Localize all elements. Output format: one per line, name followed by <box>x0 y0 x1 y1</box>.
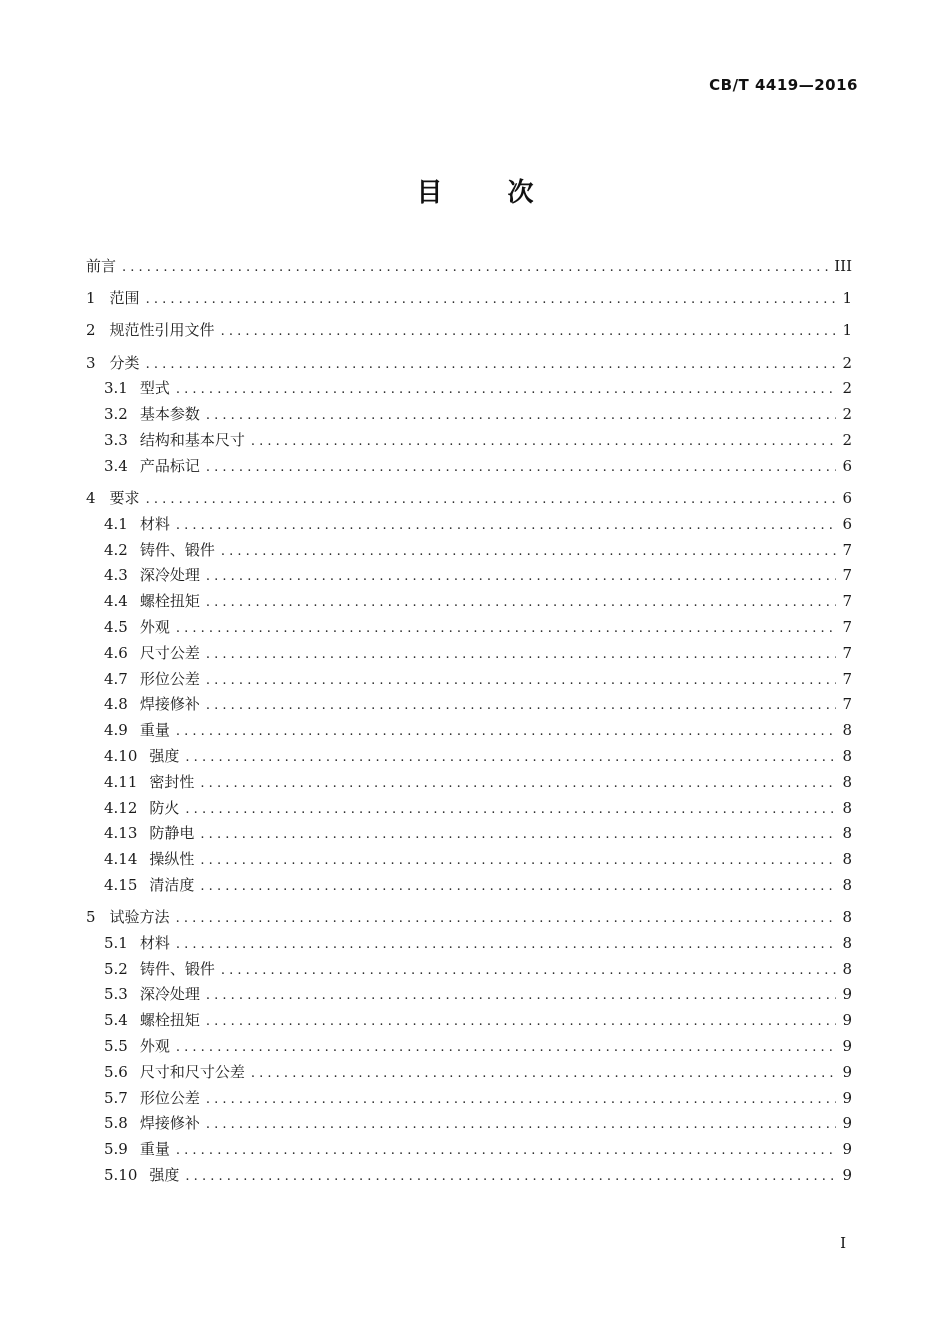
toc-entry-number: 5.3 <box>104 985 128 1004</box>
page-number: I <box>840 1234 846 1252</box>
toc-entry-number: 3.3 <box>104 430 128 449</box>
toc-entry-label: 深冷处理 <box>139 985 200 1004</box>
dot-leader <box>200 848 836 874</box>
toc-entry-page: 6 <box>842 514 852 533</box>
toc-entry-number: 3.4 <box>104 456 128 475</box>
toc-entry[interactable] <box>86 873 852 899</box>
toc-entry[interactable] <box>86 376 852 402</box>
toc-entry-page: 8 <box>842 721 852 740</box>
toc-entry-number: 4.6 <box>104 643 128 662</box>
toc-entry-number: 4.5 <box>104 617 128 636</box>
toc-entry-page: 9 <box>842 1166 852 1185</box>
toc-entry-number: 5.4 <box>104 1011 128 1030</box>
dot-leader <box>221 958 836 984</box>
dot-leader <box>206 668 836 694</box>
toc-entry-page: 8 <box>842 746 852 765</box>
toc-entry-page: 8 <box>842 933 852 952</box>
standard-code: CB/T 4419—2016 <box>709 76 858 94</box>
toc-entry-label: 外观 <box>139 617 170 636</box>
toc-entry-page: 8 <box>842 772 852 791</box>
toc-entry[interactable] <box>86 286 852 312</box>
toc-entry-label: 要求 <box>109 488 140 507</box>
toc-entry[interactable] <box>86 454 852 480</box>
dot-leader <box>206 1009 836 1035</box>
dot-leader <box>206 590 836 616</box>
toc-entry-number: 4 <box>86 488 96 507</box>
toc-entry-page: 7 <box>842 592 852 611</box>
toc-entry[interactable] <box>86 770 852 796</box>
toc-entry-page: 9 <box>842 1140 852 1159</box>
toc-entry-label: 形位公差 <box>139 1088 200 1107</box>
dot-leader <box>146 352 836 378</box>
toc-entry-label: 尺寸公差 <box>139 643 200 662</box>
toc-entry-number: 5.9 <box>104 1140 128 1159</box>
toc-entry-label: 材料 <box>139 933 170 952</box>
toc-entry-number: 4.13 <box>104 824 138 843</box>
toc-entry-page: 8 <box>842 908 852 927</box>
toc-entry-page: 6 <box>842 456 852 475</box>
toc-entry-label: 防静电 <box>149 824 195 843</box>
toc-entry-number: 3.1 <box>104 379 128 398</box>
dot-leader <box>221 539 836 565</box>
toc-entry[interactable] <box>86 847 852 873</box>
toc-entry-page: 9 <box>842 1114 852 1133</box>
dot-leader <box>176 1035 836 1061</box>
dot-leader <box>185 797 836 823</box>
toc-entry[interactable] <box>86 512 852 538</box>
toc-entry-label: 操纵性 <box>149 850 195 869</box>
toc-entry-number: 5.8 <box>104 1114 128 1133</box>
dot-leader <box>251 1061 836 1087</box>
dot-leader <box>176 616 836 642</box>
toc-entry-number: 5.2 <box>104 959 128 978</box>
dot-leader <box>185 1164 836 1190</box>
toc-entry-number: 5.10 <box>104 1166 138 1185</box>
toc-entry[interactable] <box>86 957 852 983</box>
toc-entry[interactable] <box>86 1034 852 1060</box>
toc-entry-page: 8 <box>842 798 852 817</box>
toc-entry-page: 2 <box>842 430 852 449</box>
toc-entry-number: 4.10 <box>104 746 138 765</box>
toc-entry-page: 8 <box>842 959 852 978</box>
toc-entry[interactable] <box>86 589 852 615</box>
toc-entry-number: 5.6 <box>104 1062 128 1081</box>
dot-leader <box>176 1138 836 1164</box>
toc-entry[interactable] <box>86 692 852 718</box>
toc-entry[interactable] <box>86 641 852 667</box>
toc-entry-number: 5.5 <box>104 1037 128 1056</box>
toc-entry-number: 4.14 <box>104 850 138 869</box>
toc-entry-page: 9 <box>842 1011 852 1030</box>
dot-leader <box>206 693 836 719</box>
toc-entry-number: 5.1 <box>104 933 128 952</box>
toc-entry-label: 范围 <box>109 289 140 308</box>
dot-leader <box>206 1112 836 1138</box>
toc-entry-label: 防火 <box>149 798 180 817</box>
toc-entry-label: 密封性 <box>149 772 195 791</box>
toc-entry-number: 3.2 <box>104 405 128 424</box>
toc-entry-number: 4.9 <box>104 721 128 740</box>
toc-entry[interactable] <box>86 615 852 641</box>
toc-entry-label: 型式 <box>139 379 170 398</box>
toc-entry-label: 外观 <box>139 1037 170 1056</box>
toc-entry-page: 8 <box>842 850 852 869</box>
toc-entry-label: 铸件、锻件 <box>139 959 215 978</box>
toc-entry-label: 结构和基本尺寸 <box>139 430 245 449</box>
toc-entry-number: 4.8 <box>104 695 128 714</box>
dot-leader <box>122 255 828 281</box>
dot-leader <box>221 319 836 345</box>
toc-entry-label: 强度 <box>149 1166 180 1185</box>
toc-entry-label: 清洁度 <box>149 875 195 894</box>
dot-leader <box>176 377 836 403</box>
toc-entry-number: 2 <box>86 321 96 340</box>
toc-entry[interactable] <box>86 718 852 744</box>
page-title: 目 次 <box>416 178 562 208</box>
toc-entry[interactable] <box>86 821 852 847</box>
toc-entry[interactable] <box>86 982 852 1008</box>
toc-entry[interactable] <box>86 538 852 564</box>
toc-entry[interactable] <box>86 563 852 589</box>
toc-entry[interactable] <box>86 351 852 377</box>
toc-entry-number: 1 <box>86 289 96 308</box>
toc-entry-label: 规范性引用文件 <box>109 321 215 340</box>
dot-leader <box>206 983 836 1009</box>
toc-entry-label: 形位公差 <box>139 669 200 688</box>
toc-entry-label: 试验方法 <box>109 908 170 927</box>
toc-entry-label: 铸件、锻件 <box>139 540 215 559</box>
dot-leader <box>146 287 836 313</box>
toc-entry[interactable] <box>86 1060 852 1086</box>
dot-leader <box>176 719 836 745</box>
toc-entry-label: 前言 <box>86 257 117 275</box>
toc-entry[interactable] <box>86 1163 852 1189</box>
toc-entry-page: 7 <box>842 566 852 585</box>
toc-entry[interactable] <box>86 1086 852 1112</box>
toc-entry-label: 基本参数 <box>139 405 200 424</box>
toc-entry-label: 重量 <box>139 721 170 740</box>
toc-entry-page: 1 <box>842 289 852 308</box>
toc-entry-number: 5 <box>86 908 96 927</box>
dot-leader <box>176 906 836 932</box>
dot-leader <box>251 429 836 455</box>
dot-leader <box>200 874 836 900</box>
toc-entry-label: 分类 <box>109 353 140 372</box>
toc-entry-page: 9 <box>842 985 852 1004</box>
dot-leader <box>206 403 836 429</box>
toc-entry-page: 9 <box>842 1088 852 1107</box>
toc-entry-page: 7 <box>842 617 852 636</box>
toc-entry-number: 4.7 <box>104 669 128 688</box>
toc-entry-label: 材料 <box>139 514 170 533</box>
toc-entry[interactable] <box>86 796 852 822</box>
toc-entry-number: 4.15 <box>104 875 138 894</box>
toc-entry[interactable] <box>86 931 852 957</box>
toc-entry[interactable] <box>86 667 852 693</box>
toc-entry-label: 尺寸和尺寸公差 <box>139 1062 245 1081</box>
toc-entry-page: 9 <box>842 1062 852 1081</box>
dot-leader <box>146 487 836 513</box>
toc-entry[interactable] <box>86 428 852 454</box>
toc-entry-label: 螺栓扭矩 <box>139 592 200 611</box>
toc-entry-label: 焊接修补 <box>139 695 200 714</box>
toc-entry[interactable] <box>86 486 852 512</box>
toc-entry[interactable] <box>86 318 852 344</box>
toc-entry-page: III <box>834 257 852 275</box>
dot-leader <box>200 771 836 797</box>
toc-entry-number: 5.7 <box>104 1088 128 1107</box>
dot-leader <box>206 564 836 590</box>
toc-entry[interactable] <box>86 744 852 770</box>
toc-entry[interactable] <box>86 254 852 280</box>
toc-entry-page: 2 <box>842 353 852 372</box>
toc-entry-number: 4.11 <box>104 772 138 791</box>
table-of-contents <box>86 254 852 1189</box>
toc-entry-number: 4.4 <box>104 592 128 611</box>
toc-entry-number: 4.12 <box>104 798 138 817</box>
toc-entry-number: 4.3 <box>104 566 128 585</box>
toc-entry-page: 1 <box>842 321 852 340</box>
toc-entry-page: 7 <box>842 643 852 662</box>
toc-entry-page: 8 <box>842 875 852 894</box>
dot-leader <box>176 513 836 539</box>
dot-leader <box>200 822 836 848</box>
toc-entry-page: 7 <box>842 540 852 559</box>
toc-entry[interactable] <box>86 1111 852 1137</box>
toc-entry[interactable] <box>86 402 852 428</box>
toc-entry-page: 2 <box>842 405 852 424</box>
toc-entry[interactable] <box>86 1008 852 1034</box>
toc-entry-number: 4.2 <box>104 540 128 559</box>
toc-entry-label: 产品标记 <box>139 456 200 475</box>
toc-entry-page: 9 <box>842 1037 852 1056</box>
toc-entry-page: 8 <box>842 824 852 843</box>
dot-leader <box>206 455 836 481</box>
dot-leader <box>206 642 836 668</box>
toc-entry[interactable] <box>86 905 852 931</box>
toc-entry-number: 3 <box>86 353 96 372</box>
toc-entry[interactable] <box>86 1137 852 1163</box>
toc-entry-page: 2 <box>842 379 852 398</box>
toc-entry-label: 焊接修补 <box>139 1114 200 1133</box>
toc-entry-label: 强度 <box>149 746 180 765</box>
dot-leader <box>176 932 836 958</box>
toc-entry-page: 7 <box>842 669 852 688</box>
toc-entry-label: 螺栓扭矩 <box>139 1011 200 1030</box>
toc-entry-page: 6 <box>842 488 852 507</box>
dot-leader <box>185 745 836 771</box>
toc-entry-label: 重量 <box>139 1140 170 1159</box>
toc-entry-number: 4.1 <box>104 514 128 533</box>
toc-entry-page: 7 <box>842 695 852 714</box>
toc-entry-label: 深冷处理 <box>139 566 200 585</box>
dot-leader <box>206 1087 836 1113</box>
